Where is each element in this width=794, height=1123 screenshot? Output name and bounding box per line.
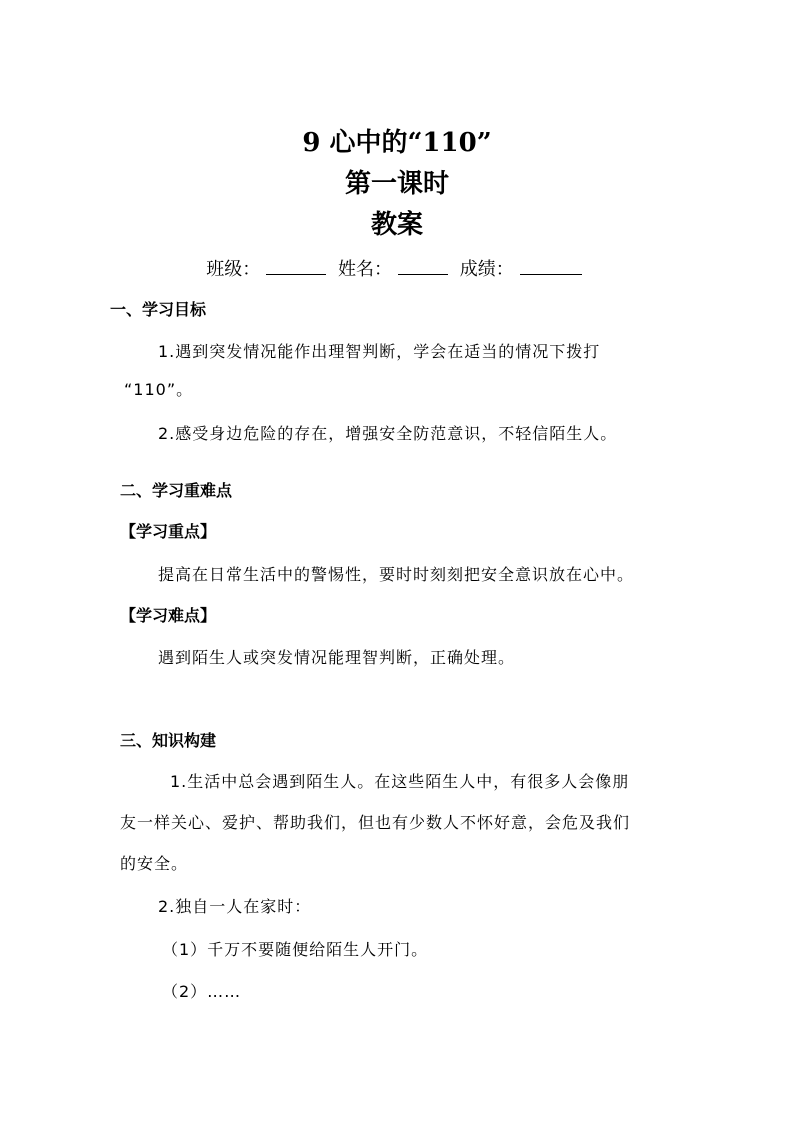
document-title-line3: 教案 bbox=[370, 210, 423, 240]
knowledge-p2-item2: （2）…… bbox=[162, 982, 242, 1001]
class-blank[interactable] bbox=[266, 256, 326, 275]
goal-item-1-line1: 1.遇到突发情况能作出理智判断，学会在适当的情况下拨打 bbox=[158, 342, 601, 361]
name-label: 姓名： bbox=[338, 259, 392, 280]
knowledge-p2: 2.独自一人在家时： bbox=[158, 897, 312, 916]
knowledge-p1-line2: 友一样关心、爱护、帮助我们，但也有少数人不怀好意，会危及我们 bbox=[120, 813, 631, 832]
difficult-point-label: 【学习难点】 bbox=[120, 606, 217, 625]
class-label: 班级： bbox=[206, 259, 261, 280]
name-blank[interactable] bbox=[398, 256, 448, 275]
section-heading-goals: 一、学习目标 bbox=[110, 300, 207, 319]
score-label: 成绩： bbox=[459, 259, 514, 280]
document-title-line1: 9 心中的“110” bbox=[302, 128, 492, 158]
section-heading-knowledge: 三、知识构建 bbox=[120, 731, 217, 750]
goal-item-2: 2.感受身边危险的存在，增强安全防范意识，不轻信陌生人。 bbox=[158, 424, 618, 443]
student-info-row bbox=[0, 256, 794, 283]
score-blank[interactable] bbox=[520, 256, 582, 275]
key-point-label: 【学习重点】 bbox=[120, 522, 217, 541]
goal-item-1-line2: “110”。 bbox=[124, 380, 194, 399]
difficult-point-text: 遇到陌生人或突发情况能理智判断，正确处理。 bbox=[158, 648, 516, 667]
document-title-line2: 第一课时 bbox=[344, 169, 449, 199]
knowledge-p2-item1: （1）千万不要随便给陌生人开门。 bbox=[162, 940, 429, 959]
knowledge-p1-line1: 1.生活中总会遇到陌生人。在这些陌生人中，有很多人会像朋 bbox=[170, 772, 630, 791]
section-heading-key-points: 二、学习重难点 bbox=[120, 481, 233, 500]
knowledge-p1-line3: 的安全。 bbox=[120, 854, 189, 873]
key-point-text: 提高在日常生活中的警惕性，要时时刻刻把安全意识放在心中。 bbox=[158, 565, 635, 584]
